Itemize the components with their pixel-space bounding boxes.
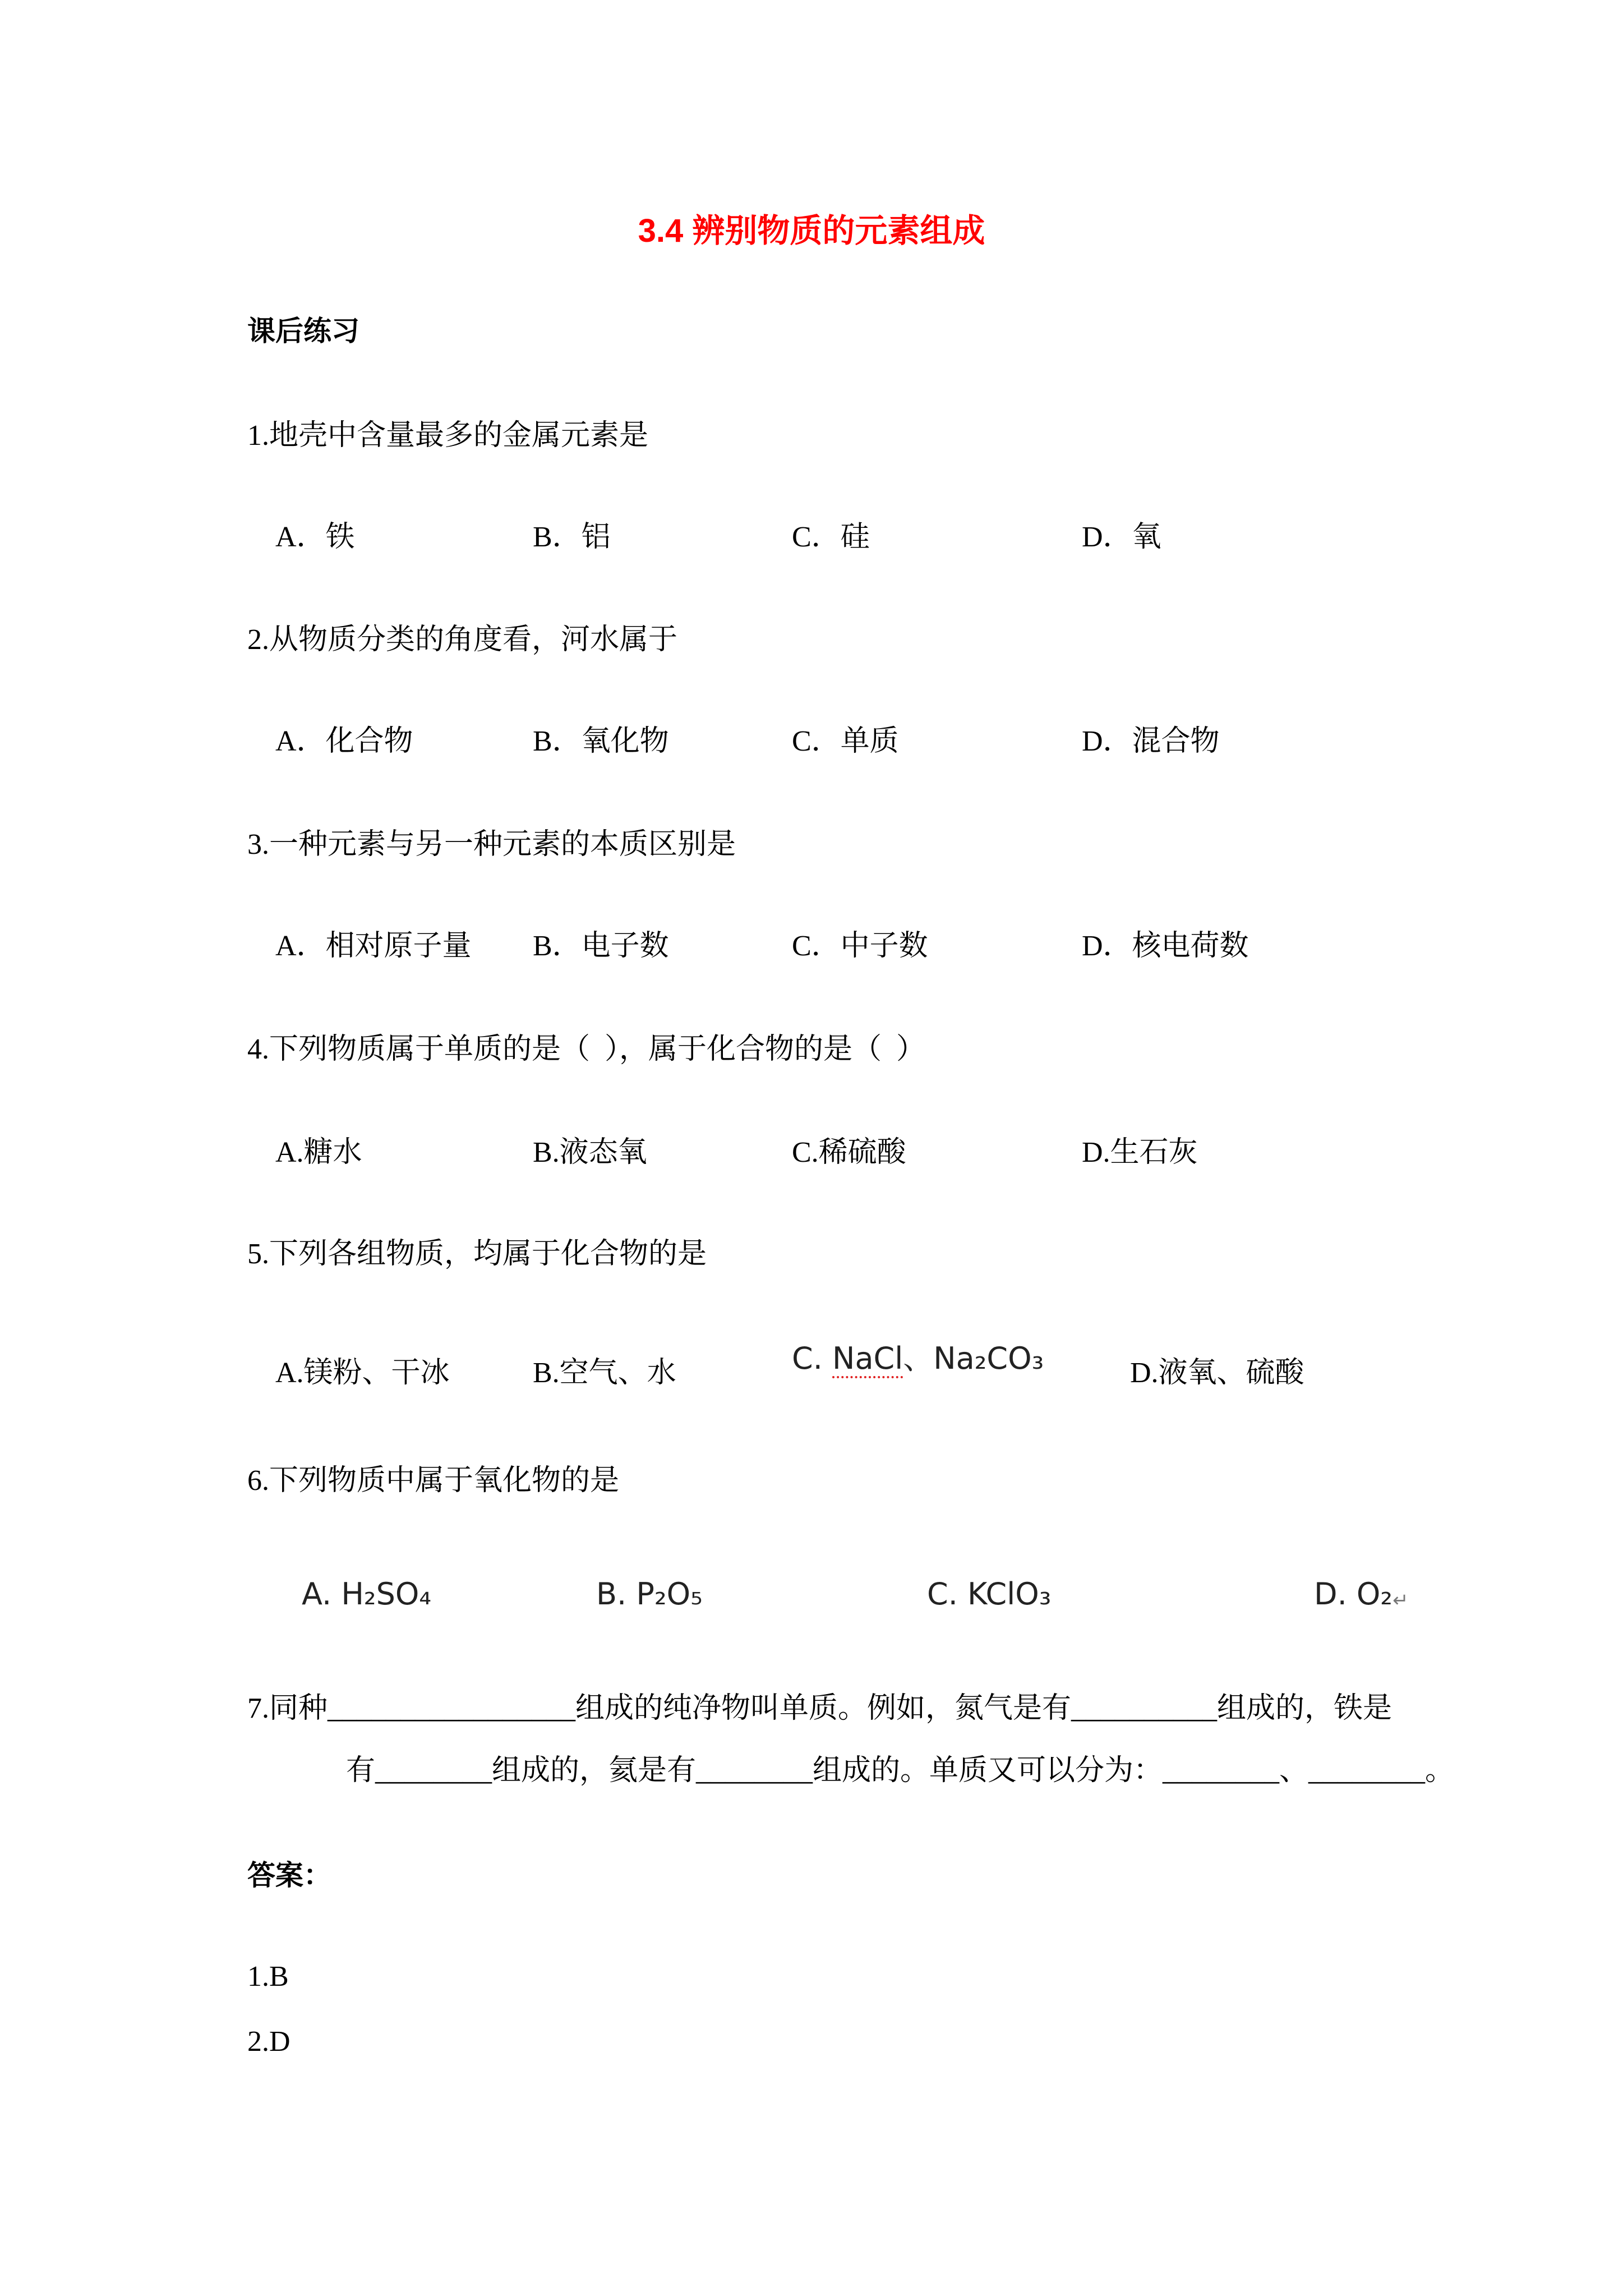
spellcheck-flagged-word: NaCl — [832, 1341, 903, 1378]
question-2-option-c: C．单质 — [792, 725, 899, 757]
question-1-stem: 1.地壳中含量最多的金属元素是 — [247, 420, 649, 452]
answer-2: 2.D — [247, 2026, 291, 2058]
question-4-option-a: A.糖水 — [275, 1137, 362, 1168]
question-5-stem: 5.下列各组物质，均属于化合物的是 — [247, 1238, 707, 1270]
question-2-option-d: D．混合物 — [1082, 725, 1220, 757]
question-2-stem: 2.从物质分类的角度看，河水属于 — [247, 624, 678, 656]
paragraph-mark-icon: ↵ — [1393, 1589, 1409, 1612]
question-6-stem: 6.下列物质中属于氧化物的是 — [247, 1465, 620, 1497]
question-4-option-c: C.稀硫酸 — [792, 1137, 906, 1168]
option-d-formula: D. O₂ — [1314, 1576, 1393, 1612]
question-1-option-b: B．铝 — [533, 521, 611, 553]
answer-1: 1.B — [247, 1961, 289, 1993]
page-title: 3.4 辨别物质的元素组成 — [638, 213, 985, 249]
question-3-option-a: A．相对原子量 — [275, 930, 472, 962]
question-4-stem: 4.下列物质属于单质的是（ ），属于化合物的是（ ） — [247, 1033, 926, 1065]
section-heading: 课后练习 — [247, 315, 359, 347]
option-c-label: C. — [792, 1341, 833, 1376]
option-c-formula: 、Na₂CO₃ — [903, 1341, 1044, 1376]
question-1-option-a: A．铁 — [275, 521, 355, 553]
question-7-line-1: 7.同种_________________组成的纯净物叫单质。例如，氮气是有__________组成的，铁是 — [247, 1692, 1393, 1724]
question-6-option-b: B. P₂O₅ — [596, 1576, 703, 1612]
question-3-stem: 3.一种元素与另一种元素的本质区别是 — [247, 829, 736, 861]
answers-heading: 答案： — [247, 1860, 331, 1891]
question-2-option-a: A．化合物 — [275, 725, 413, 757]
question-3-option-c: C．中子数 — [792, 930, 928, 962]
question-1-option-d: D．氧 — [1082, 521, 1161, 553]
question-4-option-d: D.生石灰 — [1082, 1137, 1198, 1168]
question-5-option-c — [792, 1339, 1044, 1378]
question-7-line-2: 有________组成的，氦是有________组成的。单质又可以分为：________、________。 — [346, 1755, 1455, 1787]
question-2-option-b: B．氧化物 — [533, 725, 669, 757]
question-5-option-a: A.镁粉、干冰 — [275, 1357, 450, 1389]
question-3-option-d: D．核电荷数 — [1082, 930, 1249, 962]
question-6-option-c: C. KClO₃ — [927, 1576, 1052, 1612]
question-3-option-b: B．电子数 — [533, 930, 669, 962]
question-6-option-d — [1314, 1575, 1409, 1620]
question-6-option-a: A. H₂SO₄ — [302, 1576, 432, 1612]
question-1-option-c: C．硅 — [792, 521, 870, 553]
question-5-option-b: B.空气、水 — [533, 1357, 676, 1389]
question-5-option-d: D.液氧、硫酸 — [1130, 1357, 1304, 1389]
question-4-option-b: B.液态氧 — [533, 1137, 647, 1168]
